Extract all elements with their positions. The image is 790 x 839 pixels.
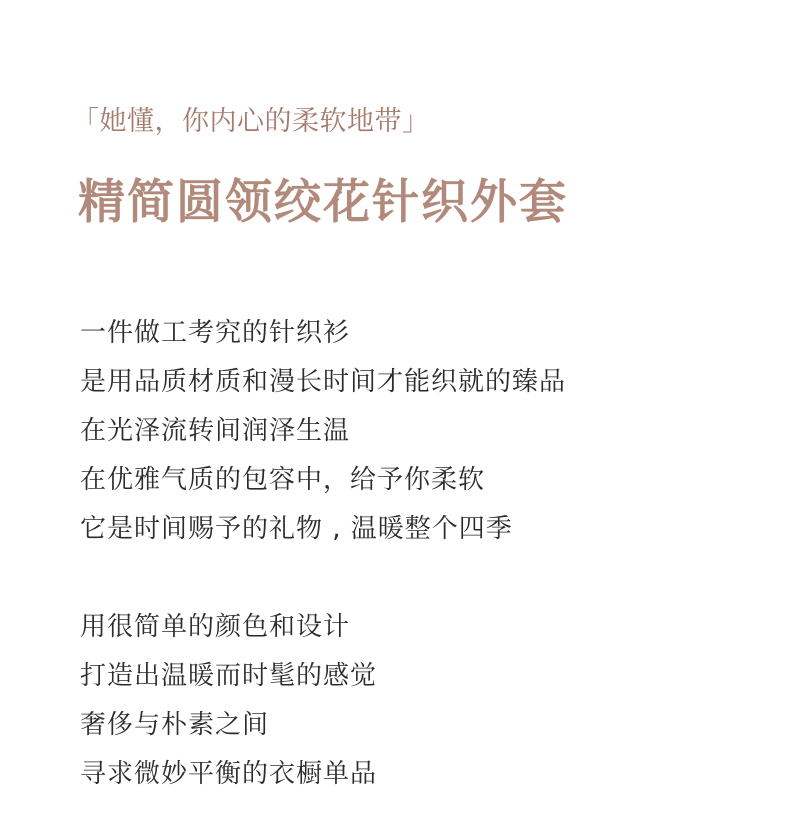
description-line: 是用品质材质和漫长时间才能织就的臻品	[80, 367, 567, 397]
tagline: 「她懂，你内心的柔软地带」	[72, 106, 430, 137]
description-line: 它是时间赐予的礼物 , 温暖整个四季	[80, 514, 513, 544]
description-line: 一件做工考究的针织衫	[80, 318, 351, 348]
description-line: 奢侈与朴素之间	[80, 710, 270, 740]
description-line: 在优雅气质的包容中，给予你柔软	[80, 465, 486, 495]
description-line: 用很简单的颜色和设计	[80, 612, 351, 642]
description-stanza-1	[80, 309, 566, 554]
description-line: 在光泽流转间润泽生温	[80, 416, 351, 446]
description-stanza-2	[80, 603, 377, 799]
description-line: 寻求微妙平衡的衣橱单品	[80, 759, 378, 789]
product-title: 精简圆领绞花针织外套	[78, 175, 568, 230]
description-line: 打造出温暖而时髦的感觉	[80, 661, 378, 691]
